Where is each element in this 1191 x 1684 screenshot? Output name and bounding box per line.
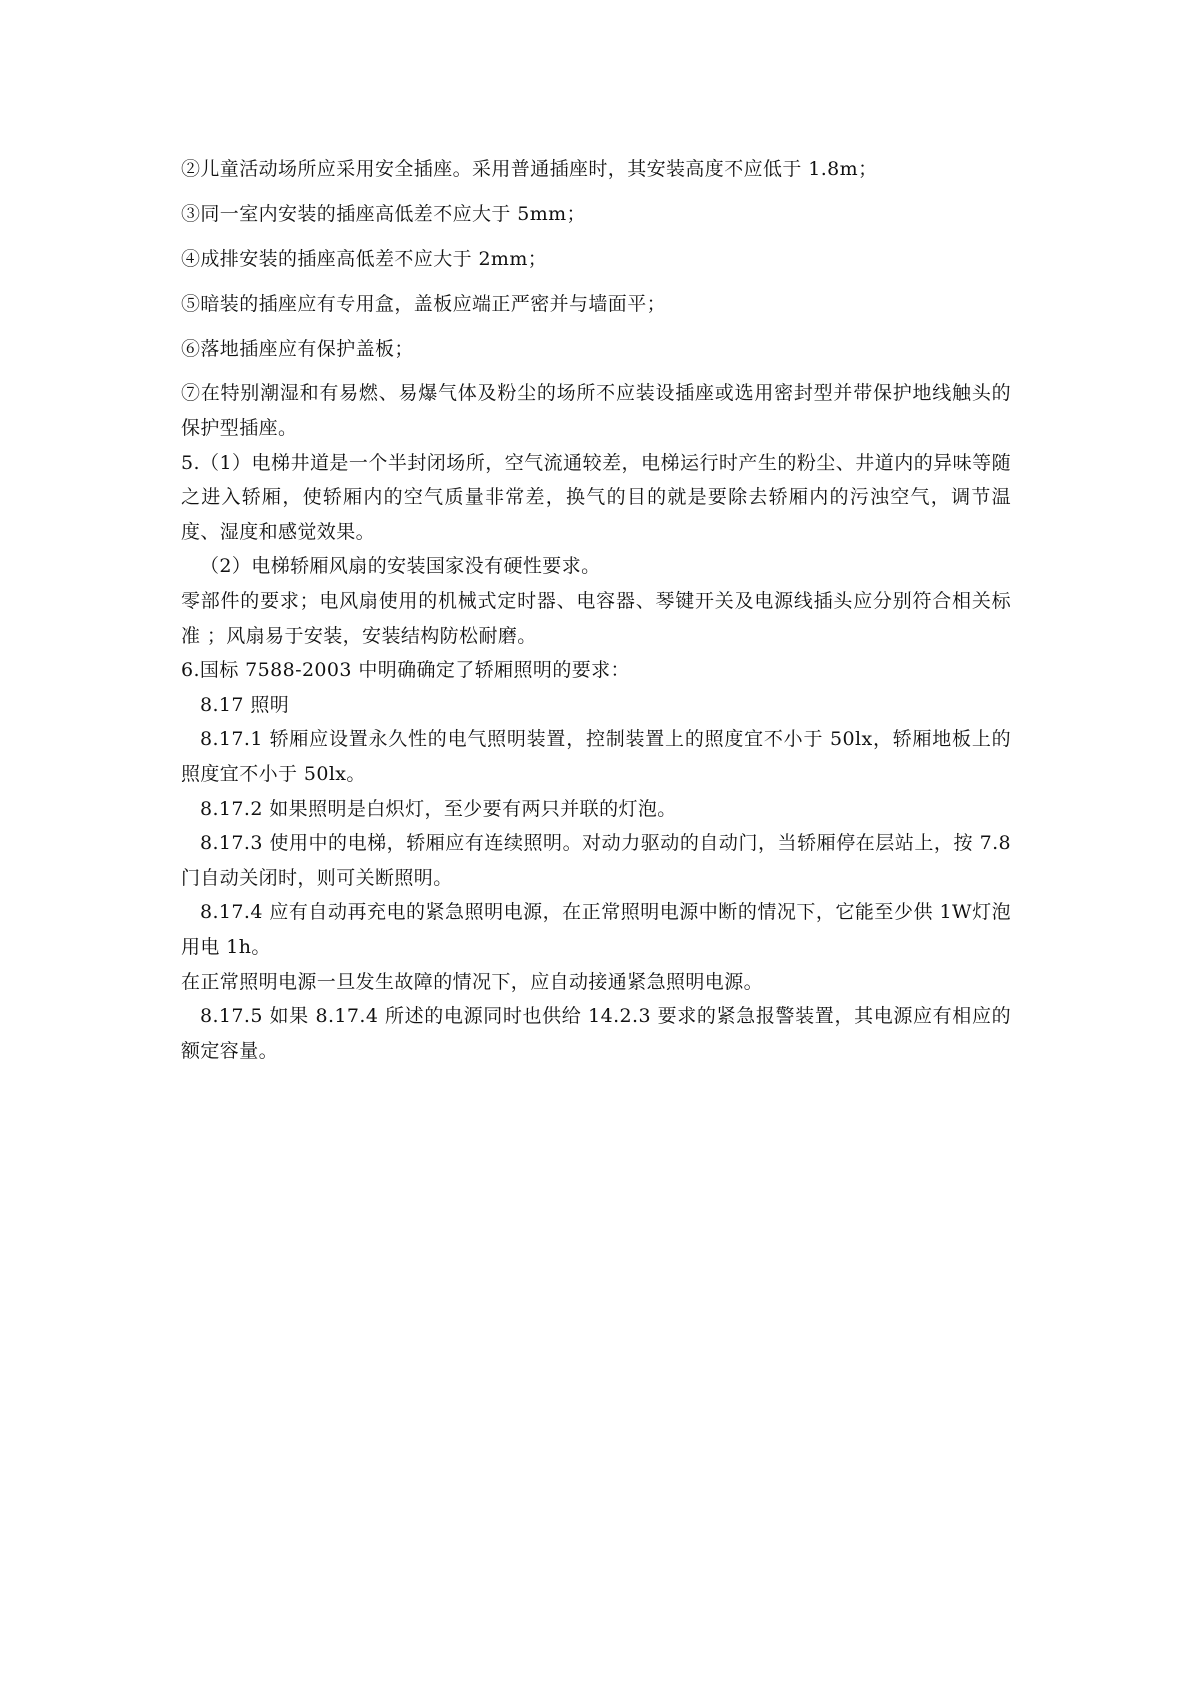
- paragraph-socket-concealed: ⑤暗装的插座应有专用盒，盖板应端正严密并与墙面平；: [181, 292, 667, 315]
- document-body: [181, 152, 1011, 1068]
- paragraph-socket-floor: ⑥落地插座应有保护盖板；: [181, 337, 414, 360]
- paragraph-fan-requirement: （2）电梯轿厢风扇的安装国家没有硬性要求。: [200, 555, 601, 578]
- paragraph-socket-humid: ⑦在特别潮湿和有易燃、易爆气体及粉尘的场所不应装设插座或选用密封型并带保护地线触头的保护型插座。: [181, 382, 1011, 440]
- paragraph-emergency-switch: 在正常照明电源一旦发生故障的情况下，应自动接通紧急照明电源。: [181, 970, 764, 993]
- paragraph-parts: 零部件的要求；电风扇使用的机械式定时器、电容器、琴键开关及电源线插头应分别符合相关标准 ；风扇易于安装，安装结构防松耐磨。: [181, 590, 1011, 647]
- paragraph-8-17-2: 8.17.2 如果照明是白炽灯，至少要有两只并联的灯泡。: [200, 797, 677, 820]
- paragraph-socket-same-room: ③同一室内安装的插座高低差不应大于 5mm；: [181, 202, 586, 225]
- paragraph-standard: 6.国标 7588-2003 中明确确定了轿厢照明的要求：: [181, 659, 630, 682]
- paragraph-8-17-5: 8.17.5 如果 8.17.4 所述的电源同时也供给 14.2.3 要求的紧急报警装置，其电源应有相应的额定容量。: [181, 1005, 1011, 1062]
- paragraph-8-17-3: 8.17.3 使用中的电梯，轿厢应有连续照明。对动力驱动的自动门，当轿厢停在层站上，按 7.8 门自动关闭时，则可关断照明。: [181, 832, 1011, 889]
- paragraph-ventilation: 5.（1）电梯井道是一个半封闭场所，空气流通较差，电梯运行时产生的粉尘、井道内的异味等随之进入轿厢，使轿厢内的空气质量非常差，换气的目的就是要除去轿厢内的污浊空气，调节温度、湿度和感觉效果。: [181, 451, 1011, 543]
- paragraph-socket-children: ②儿童活动场所应采用安全插座。采用普通插座时，其安装高度不应低于 1.8m；: [181, 158, 878, 180]
- section-heading-lighting: 8.17 照明: [200, 693, 290, 716]
- paragraph-8-17-1: 8.17.1 轿厢应设置永久性的电气照明装置，控制装置上的照度宜不小于 50lx，轿厢地板上的照度宜不小于 50lx。: [181, 728, 1011, 785]
- paragraph-8-17-4: 8.17.4 应有自动再充电的紧急照明电源，在正常照明电源中断的情况下，它能至少供 1W灯泡用电 1h。: [181, 901, 1011, 958]
- paragraph-socket-row: ④成排安装的插座高低差不应大于 2mm；: [181, 247, 548, 270]
